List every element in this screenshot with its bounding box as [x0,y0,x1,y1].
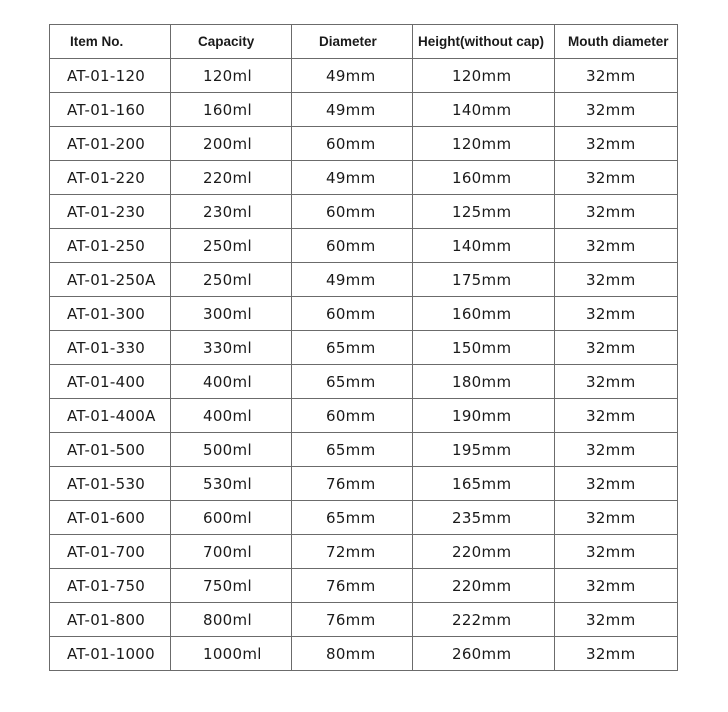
cell-mouth-diameter: 32mm [555,127,678,161]
cell-height: 235mm [413,501,555,535]
cell-item-no: AT-01-330 [50,331,171,365]
cell-mouth-diameter: 32mm [555,365,678,399]
cell-item-no: AT-01-600 [50,501,171,535]
cell-item-no: AT-01-300 [50,297,171,331]
cell-item-no: AT-01-530 [50,467,171,501]
cell-capacity: 1000ml [171,637,292,671]
cell-item-no: AT-01-120 [50,59,171,93]
cell-height: 222mm [413,603,555,637]
cell-mouth-diameter: 32mm [555,399,678,433]
cell-mouth-diameter: 32mm [555,637,678,671]
cell-item-no: AT-01-220 [50,161,171,195]
cell-height: 120mm [413,127,555,161]
cell-mouth-diameter: 32mm [555,569,678,603]
header-capacity: Capacity [171,25,292,59]
cell-capacity: 120ml [171,59,292,93]
table-header-row [50,25,678,59]
cell-capacity: 300ml [171,297,292,331]
cell-diameter: 65mm [292,331,413,365]
cell-height: 150mm [413,331,555,365]
table-row [50,603,678,637]
cell-mouth-diameter: 32mm [555,603,678,637]
cell-diameter: 60mm [292,399,413,433]
cell-diameter: 49mm [292,161,413,195]
cell-diameter: 65mm [292,501,413,535]
cell-height: 220mm [413,569,555,603]
cell-height: 160mm [413,161,555,195]
cell-capacity: 530ml [171,467,292,501]
cell-mouth-diameter: 32mm [555,229,678,263]
cell-diameter: 60mm [292,229,413,263]
cell-diameter: 76mm [292,603,413,637]
header-diameter: Diameter [292,25,413,59]
cell-mouth-diameter: 32mm [555,433,678,467]
cell-capacity: 400ml [171,365,292,399]
cell-item-no: AT-01-500 [50,433,171,467]
table-body [50,59,678,671]
cell-mouth-diameter: 32mm [555,93,678,127]
cell-diameter: 60mm [292,297,413,331]
table-row [50,127,678,161]
cell-mouth-diameter: 32mm [555,297,678,331]
cell-diameter: 65mm [292,433,413,467]
bottle-spec-table [49,24,678,671]
cell-mouth-diameter: 32mm [555,59,678,93]
cell-diameter: 72mm [292,535,413,569]
table-row [50,331,678,365]
cell-diameter: 76mm [292,569,413,603]
table-row [50,501,678,535]
cell-capacity: 220ml [171,161,292,195]
cell-item-no: AT-01-700 [50,535,171,569]
cell-capacity: 600ml [171,501,292,535]
cell-item-no: AT-01-800 [50,603,171,637]
cell-mouth-diameter: 32mm [555,467,678,501]
table-row [50,229,678,263]
table-row [50,59,678,93]
cell-capacity: 700ml [171,535,292,569]
cell-item-no: AT-01-250A [50,263,171,297]
cell-capacity: 200ml [171,127,292,161]
table-row [50,637,678,671]
table-row [50,297,678,331]
table-row [50,161,678,195]
cell-item-no: AT-01-1000 [50,637,171,671]
table-row [50,263,678,297]
cell-diameter: 80mm [292,637,413,671]
cell-diameter: 49mm [292,93,413,127]
cell-height: 120mm [413,59,555,93]
table-row [50,433,678,467]
cell-height: 165mm [413,467,555,501]
cell-mouth-diameter: 32mm [555,501,678,535]
cell-diameter: 49mm [292,59,413,93]
cell-height: 140mm [413,229,555,263]
table-row [50,467,678,501]
cell-height: 160mm [413,297,555,331]
table-row [50,535,678,569]
cell-mouth-diameter: 32mm [555,195,678,229]
header-height: Height(without cap) [413,25,555,59]
header-item-no: Item No. [50,25,171,59]
cell-capacity: 400ml [171,399,292,433]
cell-diameter: 49mm [292,263,413,297]
cell-mouth-diameter: 32mm [555,535,678,569]
cell-height: 140mm [413,93,555,127]
table-row [50,569,678,603]
cell-height: 190mm [413,399,555,433]
cell-capacity: 230ml [171,195,292,229]
cell-height: 180mm [413,365,555,399]
cell-capacity: 750ml [171,569,292,603]
cell-mouth-diameter: 32mm [555,331,678,365]
cell-height: 175mm [413,263,555,297]
header-mouth-diameter: Mouth diameter [555,25,678,59]
cell-capacity: 250ml [171,229,292,263]
cell-height: 220mm [413,535,555,569]
cell-mouth-diameter: 32mm [555,161,678,195]
cell-item-no: AT-01-160 [50,93,171,127]
cell-item-no: AT-01-200 [50,127,171,161]
cell-item-no: AT-01-400 [50,365,171,399]
cell-item-no: AT-01-230 [50,195,171,229]
cell-item-no: AT-01-250 [50,229,171,263]
cell-diameter: 76mm [292,467,413,501]
table-row [50,195,678,229]
cell-diameter: 60mm [292,127,413,161]
table-row [50,399,678,433]
cell-height: 125mm [413,195,555,229]
cell-diameter: 60mm [292,195,413,229]
cell-height: 195mm [413,433,555,467]
table-row [50,365,678,399]
table-row [50,93,678,127]
cell-capacity: 500ml [171,433,292,467]
cell-diameter: 65mm [292,365,413,399]
cell-height: 260mm [413,637,555,671]
cell-mouth-diameter: 32mm [555,263,678,297]
cell-capacity: 160ml [171,93,292,127]
cell-capacity: 330ml [171,331,292,365]
cell-capacity: 250ml [171,263,292,297]
cell-capacity: 800ml [171,603,292,637]
cell-item-no: AT-01-400A [50,399,171,433]
cell-item-no: AT-01-750 [50,569,171,603]
